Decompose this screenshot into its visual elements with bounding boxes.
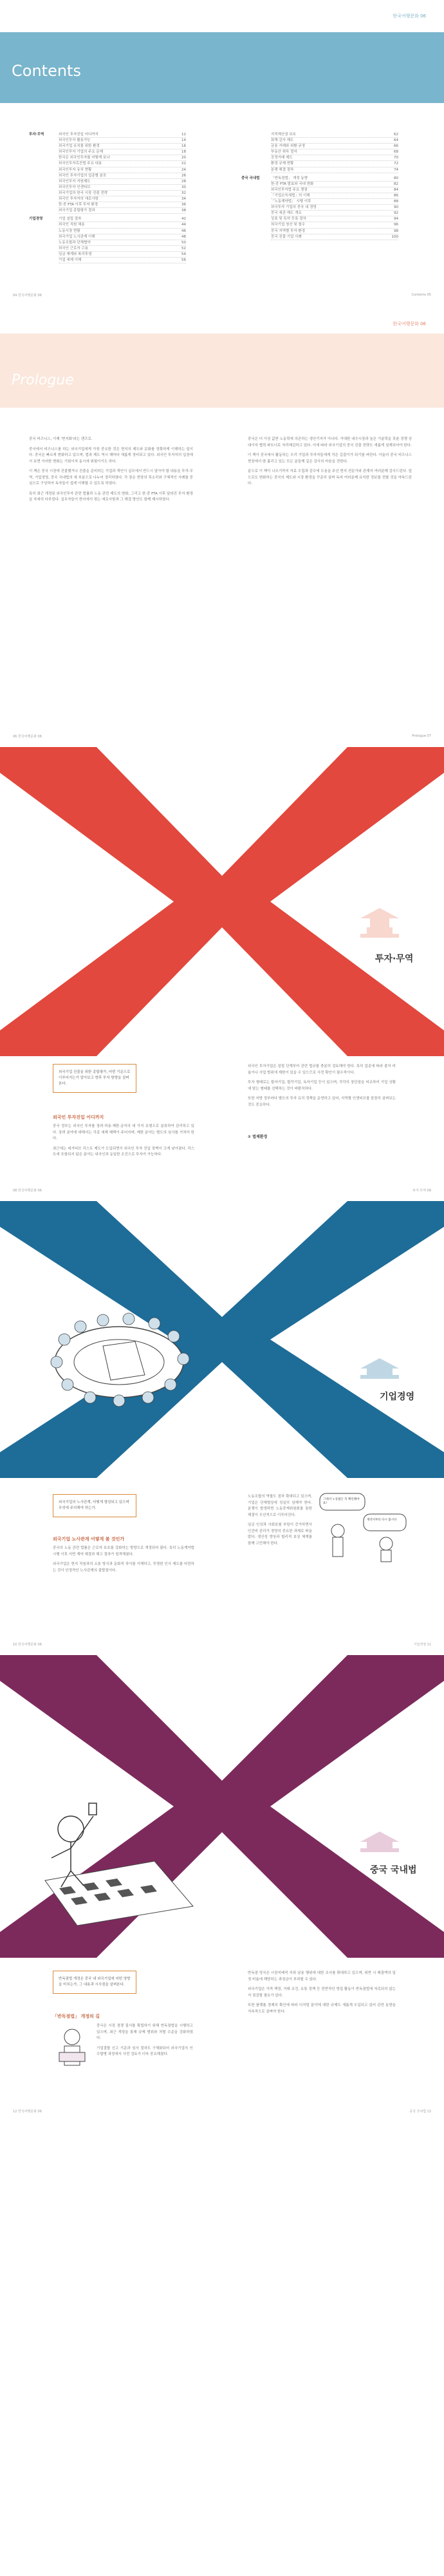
toc-entry-page: 82	[394, 182, 398, 186]
toc-entry-page: 56	[181, 258, 186, 262]
footer-right: Contents 05	[411, 293, 431, 297]
toc-entry[interactable]	[59, 132, 186, 138]
prologue-band	[0, 334, 444, 408]
prologue-right-text	[248, 437, 412, 491]
chapter1-title: 투자·무역	[375, 954, 414, 964]
toc-entry-page: 92	[394, 211, 398, 216]
contents-page	[0, 0, 444, 306]
chapter2-title: 기업경영	[380, 1392, 415, 1402]
toc-entry-title: 외국투자 기업의 중국 내 경영	[271, 205, 317, 210]
toc-entry[interactable]	[271, 222, 398, 228]
footer-left: 04 한국여행문화 06	[13, 294, 42, 298]
footer-right: 투자·무역 09	[412, 1189, 431, 1193]
toc-entry-title: 외국기업 유치를 위한 환경	[59, 144, 100, 149]
toc-entry-title: 외국인 투자진입 어디까지	[59, 133, 98, 137]
toc-entry-title: 중국 지역별 투자 환경	[271, 229, 306, 233]
chapter1-subhead: 외국인 투자진입 어디까지	[53, 1115, 104, 1120]
toc-entry-page: 68	[394, 150, 398, 155]
footer-left: 10 한국여행문화 06	[13, 1643, 42, 1647]
toc-entry[interactable]	[59, 149, 186, 155]
toc-entry-title: 환경 규제 현황	[271, 162, 294, 166]
toc-entry-page: 100	[391, 234, 398, 239]
toc-entry-title: 외국기업 청산 및 철수	[271, 223, 306, 227]
toc-entry-title: 회계·감사 제도	[271, 138, 294, 143]
toc-entry-title: 공정거래 제도	[271, 156, 293, 160]
toc-entry-page: 86	[394, 193, 398, 198]
header-tag: 한국여행문화 06	[393, 321, 426, 327]
paragraph: 투자 형태로는 합자기업, 합작기업, 독자기업 등이 있으며, 각각의 장단점을 비교하여 기업 상황에 맞는 형태를 선택하는 것이 바람직하다.	[248, 1081, 396, 1091]
toc-entry-page: 18	[181, 150, 186, 155]
toc-entry-page: 24	[181, 167, 186, 172]
toc-entry-page: 42	[181, 217, 186, 222]
paragraph: 중국에서 비즈니스를 하는 외국기업에게 가장 중요한 것은 현지의 제도와 문화를 정확하게 이해하는 일이다. 중국은 빠르게 변화하고 있으며, 법과 제도 역시 해마다 새롭게 정비되고 있다. 외국인 투자자의 입장에서 보면 이러한 변화는 기회이자 동시에 위험이기도 하다.	[29, 447, 193, 464]
toc-entry-title: 외국인투자 지원제도	[59, 179, 91, 184]
toc-group	[29, 132, 190, 214]
toc-entry[interactable]	[59, 191, 186, 196]
toc-entry-title: 상표 및 특허 등록 절차	[271, 217, 306, 222]
toc-entry[interactable]	[271, 199, 398, 205]
toc-entry-title: 외국인 투자기업의 업종별 분포	[59, 173, 107, 178]
toc-entry[interactable]	[271, 182, 398, 187]
toc-entry-title: 중국 진출 기업 사례	[271, 234, 302, 239]
chapter2-callout: 외국기업의 노사관계, 어떻게 형성되고 있으며 무엇에 주의해야 하는가.	[53, 1494, 136, 1517]
toc-entry-page: 20	[181, 156, 186, 160]
paragraph: 또한 플랫폼 경제의 확산에 따라 디지털 분야에 대한 규제도 새롭게 도입되고 있어 관련 동향을 지속적으로 살펴야 한다.	[248, 2003, 396, 2014]
chapter1-right-text	[248, 1064, 396, 1112]
toc-entry-page: 84	[394, 187, 398, 192]
toc-entry-page: 62	[394, 133, 398, 137]
toc-entry[interactable]	[59, 229, 186, 234]
toc-entry[interactable]	[59, 161, 186, 167]
toc-entry-title: 외국인투자촉진법 주요 내용	[59, 162, 102, 166]
chapter3-art	[0, 1655, 444, 1958]
toc-entry-title: 지적재산권 보호	[271, 133, 296, 137]
toc-entry[interactable]	[59, 167, 186, 173]
toc-group-name: 투자·무역	[29, 133, 44, 137]
paragraph: 중국의 노동 관련 법률은 근로자 보호를 강화하는 방향으로 개정되어 왔다. 특히 노동계약법 시행 이후 서면 계약 체결과 해고 절차가 엄격해졌다.	[53, 1546, 194, 1557]
toc-entry[interactable]	[59, 179, 186, 185]
toc-entry-page: 28	[181, 179, 186, 184]
toc-entry[interactable]	[271, 193, 398, 199]
toc-entry-page: 52	[181, 246, 186, 251]
toc-entry-title: 외국인 근로자 고용	[59, 246, 89, 251]
chapter3-section	[0, 1655, 444, 2119]
toc-entry[interactable]	[59, 234, 186, 240]
paragraph: 중국 비즈니스, 이제 '현지화'라는 렌즈로.	[29, 437, 93, 441]
toc-entry-title: 외국인 직원 채용	[59, 223, 85, 227]
paragraph: 기업결합 신고 기준과 심사 절차도 구체화되어 외국기업의 인수합병 과정에서 사전 검토가 더욱 중요해졌다.	[97, 2046, 193, 2056]
paragraph: 이 책이 중국에서 활동하는 우리 기업과 투자자들에게 작은 길잡이가 되기를 바란다. 아울러 중국 비즈니스 현장에서 땀 흘리고 있는 모든 분들께 깊은 감사의 마음을 전한다.	[248, 453, 412, 464]
chapter2-left-text	[53, 1546, 194, 1578]
toc-entry-page: 70	[394, 156, 398, 160]
toc-entry-title: 부동산 취득 절차	[271, 150, 297, 155]
footer-right: Prologue 07	[412, 734, 431, 738]
toc-entry-page: 14	[181, 138, 186, 143]
toc-entry[interactable]	[59, 252, 186, 258]
toc-entry-page: 12	[181, 133, 186, 137]
toc-entry[interactable]	[59, 208, 186, 214]
toc-entry-page: 32	[181, 191, 186, 195]
toc-entry-page: 80	[394, 176, 398, 180]
footer-left: 08 한국여행문화 06	[13, 1189, 42, 1193]
chapter2-right-text	[248, 1494, 312, 1551]
toc-entry[interactable]	[59, 222, 186, 228]
toc-entry-title: 외국기업 노사관계 이해	[59, 234, 95, 239]
paragraph: 끝으로 이 책이 나오기까지 자료 수집과 감수에 도움을 주신 현지 전문가와 관계자 여러분께 감사드린다. 앞으로도 변화하는 중국의 제도와 시장 환경을 꾸준히 살펴 독자 여러분께 유익한 정보를 전할 것을 약속드린다.	[248, 469, 412, 486]
paragraph: 중국 정부는 외국인 투자를 장려·허용·제한·금지의 네 가지 유형으로 분류하여 관리하고 있다. 장려 분야에 대해서는 각종 세제 혜택이 주어지며, 제한 분야는 별도의 심사를 거쳐야 한다.	[53, 1124, 194, 1141]
toc-right-column	[241, 132, 402, 243]
toc-entry-page: 44	[181, 223, 186, 227]
toc-entry[interactable]	[59, 173, 186, 179]
toc-entry-title: 외국인투자 기업의 주요 문제	[59, 150, 104, 155]
toc-entry-page: 22	[181, 162, 186, 166]
reading-character-icon	[53, 2025, 91, 2077]
toc-entry-title: 한·중 FTA 발효와 국내 변화	[271, 182, 314, 186]
toc-entry-page: 94	[394, 217, 398, 222]
paragraph: 반독점 당국은 시장지배적 지위 남용 행위에 대한 조사를 확대하고 있으며, 위반 시 매출액의 일정 비율에 해당하는 과징금이 부과될 수 있다.	[248, 1971, 396, 1982]
toc-entry-title: 「반독점법」 개정 동향	[271, 176, 308, 180]
toc-entry-title: 기업 세제 이해	[59, 258, 82, 262]
toc-entry-page: 74	[394, 167, 398, 172]
toc-entry-page: 66	[394, 144, 398, 149]
footer-left: 06 한국여행문화 06	[13, 735, 42, 739]
paragraph: 외국기업은 현지 직원과의 소통 방식과 문화적 차이를 이해하고, 투명한 인사 제도를 마련하는 것이 안정적인 노사관계의 출발점이다.	[53, 1562, 194, 1573]
toc-group-name: 기업경영	[29, 217, 43, 222]
paragraph: 중국은 더 이상 값싼 노동력에 의존하는 생산기지가 아니다. 거대한 내수시장과 높은 기술력을 갖춘 경쟁 상대이자 협력 파트너로 자리매김하고 있다. 이에 따라 외국기업의 중국 진출 전략도 새롭게 설계되어야 한다.	[248, 437, 412, 448]
toc-entry[interactable]	[271, 176, 398, 182]
paragraph: 외국기업은 가격 책정, 거래 조건, 유통 정책 등 전반적인 영업 활동이 반독점법에 저촉되지 않는지 점검할 필요가 있다.	[248, 1987, 396, 1998]
chapter2-art	[0, 1201, 444, 1478]
chapter1-callout: 외국기업 진출을 위한 종합평가, 어떤 기준으로 이루어지는가 알아보고 향후 투자 방향을 살펴본다.	[53, 1064, 136, 1093]
toc-group	[241, 132, 402, 173]
toc-entry-page: 90	[394, 205, 398, 210]
chapter1-section	[0, 747, 444, 1198]
toc-entry[interactable]	[59, 258, 186, 263]
toc-entry-title: 외국인투자 인센티브	[59, 185, 91, 189]
toc-entry[interactable]	[59, 138, 186, 144]
toc-entry-title: 외국인투자 활용가능	[59, 138, 91, 143]
toc-entry-page: 64	[394, 138, 398, 143]
toc-entry-page: 48	[181, 234, 186, 239]
paragraph: 임금 인상과 사회보험 부담이 증가하면서 인건비 관리가 경영의 중요한 과제로 떠올랐다. 생산성 향상과 합리적 보상 체계를 함께 고민해야 한다.	[248, 1523, 312, 1546]
paragraph: 이 책은 중국 시장에 진출했거나 진출을 준비하는 기업과 개인이 실무에서 반드시 알아야 할 내용을 투자·무역, 기업경영, 중국 국내법의 세 부분으로 나누어 정리하였다. 각 장은 현장의 목소리와 구체적인 사례를 중심으로 구성하여 독자들이 쉽게 이해할 수 있도록 하였다.	[29, 469, 193, 486]
chapter2-subhead: 외국기업 노사관계 어떻게 볼 것인가	[53, 1537, 125, 1542]
toc-entry-page: 54	[181, 252, 186, 256]
toc-entry[interactable]	[271, 229, 398, 234]
toc-entry-title: 노동시장 현황	[59, 229, 80, 233]
toc-entry-page: 72	[394, 162, 398, 166]
toc-entry-title: 외국인 투자자의 애로사항	[59, 197, 98, 202]
speech-bubble-1: 그래서 노동법은 꼭 확인해야죠!	[323, 1498, 360, 1505]
chapter2-section	[0, 1201, 444, 1652]
toc-group	[29, 216, 190, 263]
chapter3-left-text	[97, 2023, 193, 2062]
toc-entry[interactable]	[59, 196, 186, 202]
contents-title: Contents	[12, 62, 81, 80]
chapter3-subhead: 「반독점법」 개정의 길	[53, 2014, 100, 2019]
toc-entry-title: 한국은 외국인투자를 어떻게 보나	[59, 156, 110, 160]
toc-entry[interactable]	[271, 205, 398, 211]
toc-entry-page: 30	[181, 185, 186, 189]
toc-entry[interactable]	[271, 138, 398, 144]
chapter3-right-text	[248, 1971, 396, 2019]
toc-entry-title: 기업 설립 절차	[59, 217, 82, 222]
chapter3-callout: 반독점법 개정은 중국 내 외국기업에 어떤 영향을 미치는가, 그 내용과 시사점을 살펴본다.	[53, 1971, 136, 1994]
toc-entry-page: 16	[181, 144, 186, 149]
toc-entry-page: 36	[181, 203, 186, 207]
toc-entry[interactable]	[271, 187, 398, 193]
speech-bubble-2: 계약서부터 다시 봅시다	[367, 1519, 397, 1522]
toc-entry-title: 금융 거래와 외환 규정	[271, 144, 306, 149]
header-tag: 한국여행문화 06	[393, 14, 426, 19]
chapter3-title: 중국 국내법	[370, 1865, 417, 1875]
toc-entry[interactable]	[271, 211, 398, 216]
footer-right: 중국 국내법 13	[409, 2110, 431, 2114]
toc-entry[interactable]	[59, 216, 186, 222]
chapter1-sub-label: ① 법제환경	[248, 1135, 268, 1139]
toc-entry-page: 98	[394, 229, 398, 233]
toc-entry-title: 분쟁 해결 절차	[271, 167, 294, 172]
toc-entry-title: 노동조합과 단체협약	[59, 240, 91, 245]
toc-group	[241, 176, 402, 240]
toc-entry-title: 외국기업의 한국 시장 진출 전략	[59, 191, 108, 195]
footer-left: 12 한국여행문화 06	[13, 2110, 42, 2114]
toc-entry[interactable]	[59, 185, 186, 191]
footer-right: 기업경영 11	[413, 1643, 431, 1647]
toc-entry[interactable]	[271, 216, 398, 222]
toc-entry-page: 88	[394, 200, 398, 204]
toc-entry-page: 34	[181, 197, 186, 202]
paragraph: 노동조합의 역할도 점차 확대되고 있으며, 기업은 단체협상에 성실히 임해야 한다. 분쟁이 발생하면 노동중재위원회를 통한 해결이 우선적으로 이루어진다.	[248, 1495, 312, 1517]
toc-entry-title: 외국인투자 유치 현황	[59, 167, 92, 172]
paragraph: 특히 최근 개정된 외국인투자 관련 법률과 노동 관련 제도의 변화, 그리고 한·중 FTA 이후 달라진 투자 환경을 자세히 다루었다. 실무자들이 현지에서 겪는 애로사항과 그 해결 방안도 함께 제시하였다.	[29, 491, 193, 502]
toc-entry-title: 「기업소득세법」의 이해	[271, 193, 310, 198]
toc-entry-title: 「노동계약법」 시행 이후	[271, 200, 311, 204]
prologue-left-text	[29, 437, 193, 507]
toc-entry[interactable]	[271, 132, 398, 138]
toc-entry[interactable]	[271, 167, 398, 173]
toc-entry[interactable]	[271, 155, 398, 161]
toc-entry-page: 46	[181, 229, 186, 233]
chapter1-left-text	[53, 1124, 194, 1162]
toc-entry-title: 외국인투자법 주요 쟁점	[271, 187, 308, 192]
toc-entry-title: 한·중 FTA 이후 투자 환경	[59, 203, 98, 207]
toc-left-column	[29, 132, 190, 266]
toc-group-name: 중국 국내법	[241, 176, 260, 180]
toc-entry[interactable]	[271, 149, 398, 155]
toc-entry[interactable]	[271, 234, 398, 240]
toc-entry-page: 38	[181, 209, 186, 213]
toc-entry[interactable]	[271, 161, 398, 167]
toc-entry[interactable]	[59, 144, 186, 149]
toc-entry[interactable]	[271, 144, 398, 149]
prologue-page	[0, 308, 444, 746]
toc-entry-title: 중국 세관 제도 개요	[271, 211, 302, 216]
toc-entry[interactable]	[59, 246, 186, 252]
toc-group-name	[241, 132, 271, 173]
paragraph: 외국인 투자기업은 설립 단계부터 관련 법규를 충분히 검토해야 한다. 특히 업종에 따라 출자 비율이나 사업 범위에 제한이 있을 수 있으므로 사전 확인이 필수적이다.	[248, 1065, 396, 1075]
toc-entry-page: 96	[394, 223, 398, 227]
toc-entry-page: 50	[181, 240, 186, 245]
toc-entry-title: 임금 체계와 복리후생	[59, 252, 92, 256]
toc-entry[interactable]	[59, 240, 186, 246]
prologue-title: Prologue	[12, 372, 74, 388]
paragraph: 최근에는 네거티브 리스트 제도가 도입되면서 외국인 투자 진입 장벽이 크게 낮아졌다. 리스트에 포함되지 않은 분야는 내국인과 동일한 조건으로 투자가 가능하다.	[53, 1146, 194, 1157]
toc-entry[interactable]	[59, 155, 186, 161]
paragraph: 또한 지방 정부마다 별도의 투자 유치 정책을 운영하고 있어, 지역별 인센티브를 꼼꼼히 살펴보는 것도 중요하다.	[248, 1097, 396, 1107]
toc-entry-title: 외국기업 종합평가 결과	[59, 209, 95, 213]
toc-entry[interactable]	[59, 202, 186, 208]
paragraph: 중국은 시장 경쟁 질서를 확립하기 위해 반독점법을 시행하고 있으며, 최근 개정을 통해 규제 범위와 처벌 수준을 강화하였다.	[97, 2024, 193, 2040]
chapter1-art	[0, 747, 444, 1056]
toc-entry-page: 26	[181, 173, 186, 178]
